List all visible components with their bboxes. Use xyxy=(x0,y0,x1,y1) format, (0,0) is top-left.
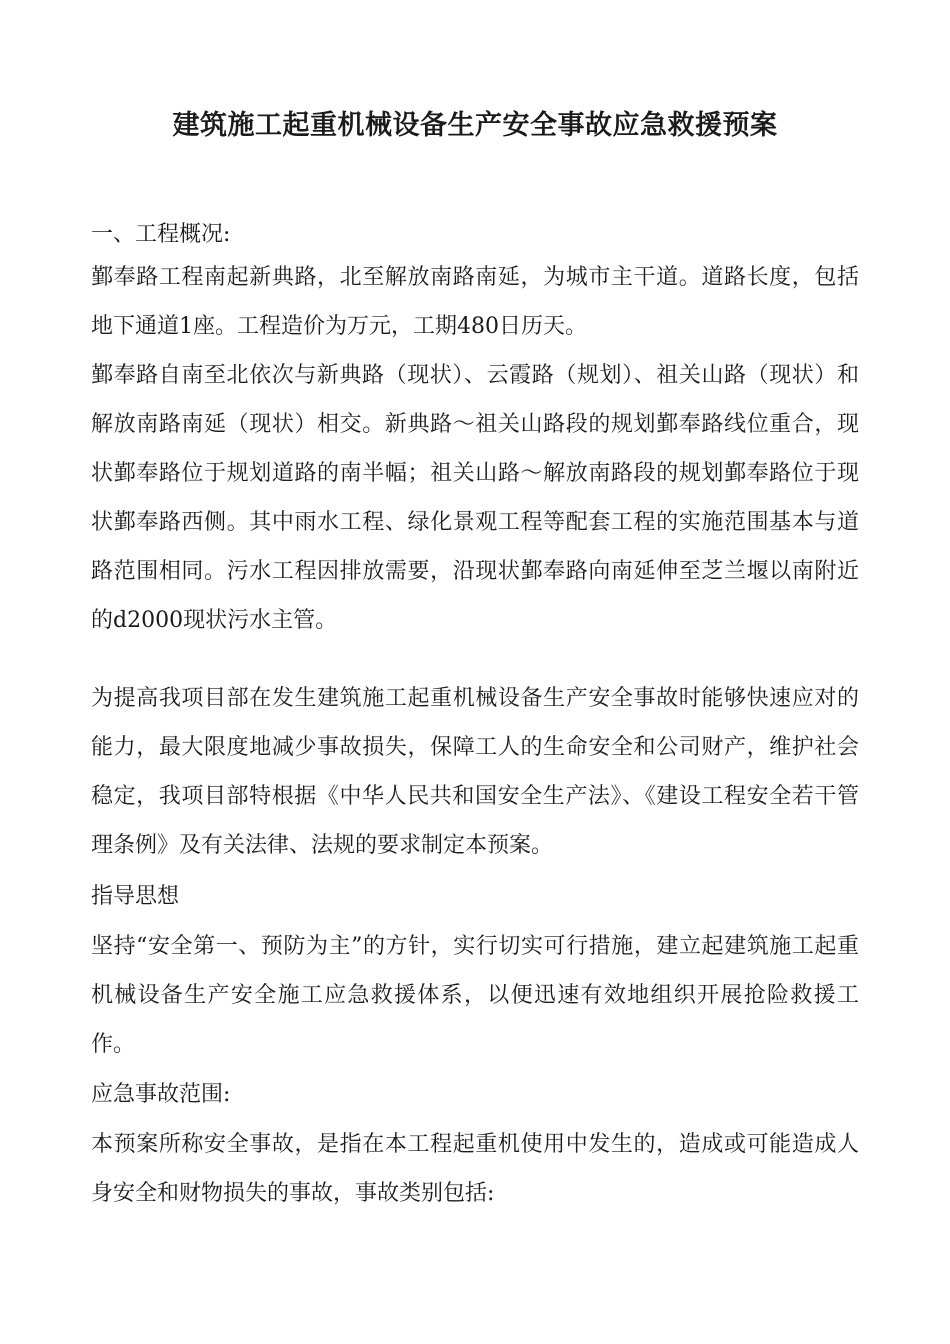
document-title: 建筑施工起重机械设备生产安全事故应急救援预案 xyxy=(172,110,778,141)
section-heading-emergency-scope: 应急事故范围: xyxy=(91,1082,231,1107)
paragraph-emergency-scope: 本预案所称安全事故，是指在本工程起重机使用中发生的，造成或可能造成人身安全和财物损失的事故，事故类别包括: xyxy=(91,1132,859,1206)
section-heading-project-overview: 一、工程概况: xyxy=(91,222,231,247)
paragraph-road-intersections: 鄞奉路自南至北依次与新典路（现状）、云霞路（规划）、祖关山路（现状）和解放南路南延（现状）相交。新典路～祖关山路段的规划鄞奉路线位重合，现状鄞奉路位于规划道路的南半幅；祖关山路～解放南路段的规划鄞奉路位于现状鄞奉路西侧。其中雨水工程、绿化景观工程等配套工程的实施范围基本与道路范围相同。污水工程因排放需要，沿现状鄞奉路向南延伸至芝兰堰以南附近的d2000现状污水主管。 xyxy=(91,363,859,633)
paragraph-guiding-principle: 坚持“安全第一、预防为主”的方针，实行切实可行措施，建立起建筑施工起重机械设备生产安全施工应急救援体系，以便迅速有效地组织开展抢险救援工作。 xyxy=(91,934,859,1057)
section-heading-guiding-principle: 指导思想 xyxy=(91,884,180,909)
paragraph-plan-purpose: 为提高我项目部在发生建筑施工起重机械设备生产安全事故时能够快速应对的能力，最大限度地减少事故损失，保障工人的生命安全和公司财产，维护社会稳定，我项目部特根据《中华人民共和国安全生产法》、《建设工程安全若干管理条例》及有关法律、法规的要求制定本预案。 xyxy=(91,686,859,858)
paragraph-project-route: 鄞奉路工程南起新典路，北至解放南路南延，为城市主干道。道路长度，包括地下通道1座。工程造价为万元，工期480日历天。 xyxy=(91,265,859,339)
